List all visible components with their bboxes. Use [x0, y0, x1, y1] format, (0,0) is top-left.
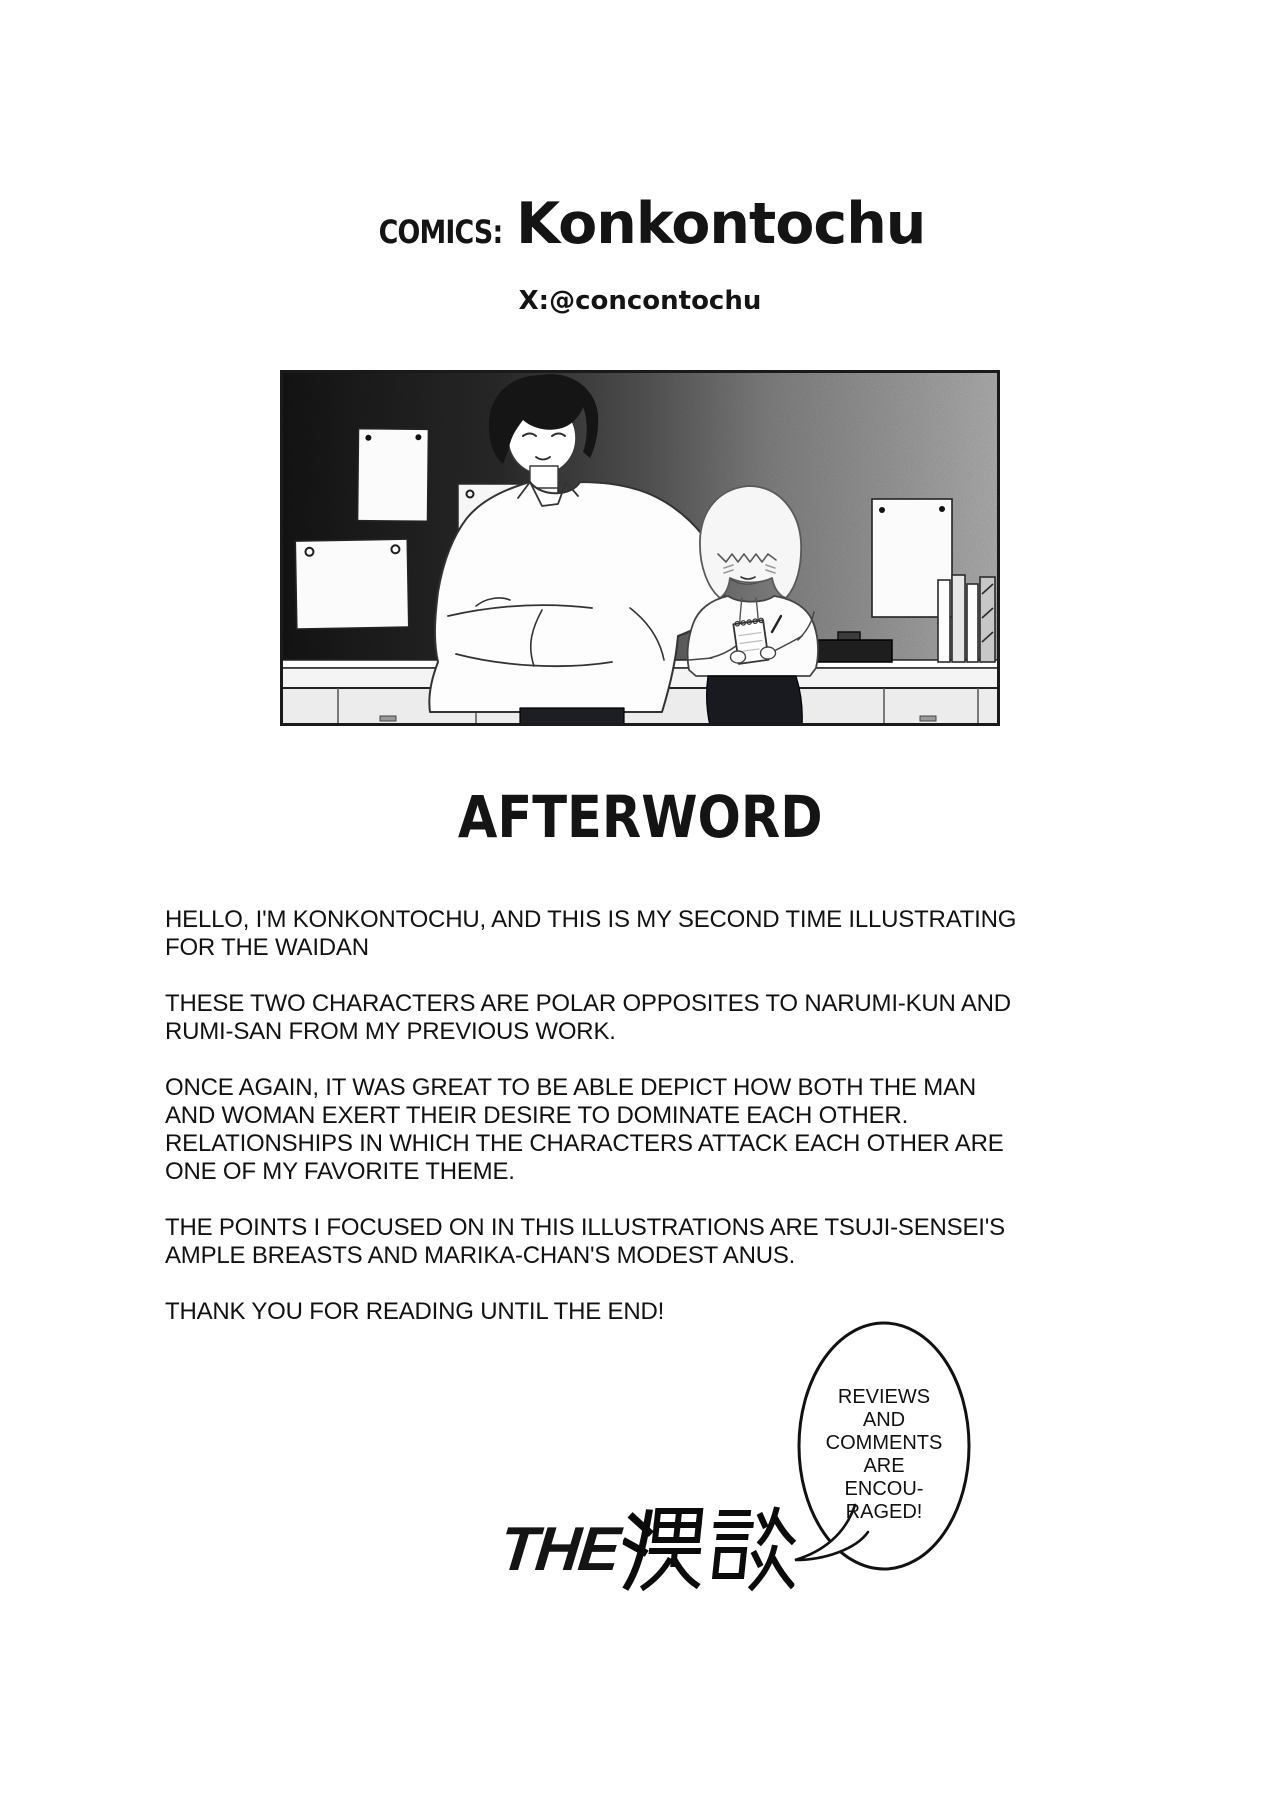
- woman-skirt: [707, 676, 803, 726]
- artist-name: Konkontochu: [515, 191, 926, 257]
- logo-the: THE: [496, 1515, 622, 1584]
- books: [938, 575, 995, 662]
- paragraph: [165, 1074, 1225, 1186]
- logo-kanji: [617, 1506, 802, 1594]
- series-label: COMICS:: [378, 213, 502, 251]
- woman-hair: [700, 486, 801, 598]
- paragraph: [165, 1298, 1225, 1326]
- text-line: HELLO, I'M KONKONTOCHU, AND THIS IS MY SECOND TIME ILLUSTRATING: [165, 906, 1017, 933]
- paragraph: [165, 906, 1225, 962]
- text-line: ONCE AGAIN, IT WAS GREAT TO BE ABLE DEPICT HOW BOTH THE MAN: [165, 1074, 977, 1101]
- afterword-heading: AFTERWORD: [457, 783, 823, 851]
- text-line: AMPLE BREASTS AND MARIKA-CHAN'S MODEST ANUS.: [165, 1242, 796, 1269]
- pinned-paper: [358, 429, 429, 522]
- text-line: THANK YOU FOR READING UNTIL THE END!: [165, 1298, 665, 1325]
- pin-icon: [879, 507, 885, 513]
- manga-illustration: [280, 370, 1000, 726]
- text-line: RUMI-SAN FROM MY PREVIOUS WORK.: [165, 1018, 616, 1045]
- text-line: FOR THE WAIDAN: [165, 934, 369, 961]
- paragraph: [165, 1214, 1225, 1270]
- speech-bubble-text: [799, 1386, 969, 1524]
- text-line: RELATIONSHIPS IN WHICH THE CHARACTERS ATTACK EACH OTHER ARE: [165, 1130, 1004, 1157]
- hand: [731, 651, 746, 663]
- bubble-line: AND: [862, 1409, 906, 1431]
- bubble-line: ARE: [863, 1455, 905, 1477]
- series-logo: [495, 1506, 802, 1594]
- artist-x-handle: X:@concontochu: [518, 286, 762, 316]
- afterword-body: [165, 906, 1225, 1354]
- comic-title: [0, 191, 1280, 257]
- bubble-line: REVIEWS: [837, 1386, 931, 1408]
- drawer-handle: [920, 716, 936, 721]
- bubble-line: COMMENTS: [825, 1432, 943, 1454]
- text-line: THESE TWO CHARACTERS ARE POLAR OPPOSITES TO NARUMI-KUN AND: [165, 990, 1011, 1017]
- paragraph: [165, 990, 1225, 1046]
- text-line: THE POINTS I FOCUSED ON IN THIS ILLUSTRATIONS ARE TSUJI-SENSEI'S: [165, 1214, 1005, 1241]
- text-line: AND WOMAN EXERT THEIR DESIRE TO DOMINATE EACH OTHER.: [165, 1102, 909, 1129]
- pin-icon: [939, 506, 945, 512]
- hand: [761, 647, 776, 659]
- drawer-handle: [380, 716, 396, 721]
- text-line: ONE OF MY FAVORITE THEME.: [165, 1158, 515, 1185]
- bubble-line: RAGED!: [845, 1501, 923, 1523]
- bubble-line: ENCOU-: [844, 1478, 924, 1500]
- pinned-paper: [295, 539, 409, 629]
